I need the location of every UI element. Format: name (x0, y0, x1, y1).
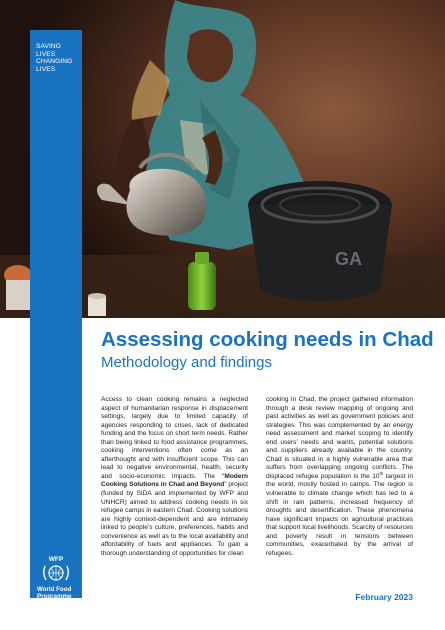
slogan (36, 43, 82, 73)
slogan-line: CHANGING (36, 58, 73, 66)
brand-sidebar (30, 30, 82, 598)
body-column-left (101, 396, 248, 558)
svg-text:GA: GA (335, 249, 362, 269)
project-name: Modern Cooking Solutions in Chad and Beyond (101, 472, 248, 489)
wfp-logo (33, 554, 81, 600)
slogan-line: LIVES (36, 50, 56, 58)
body-text: cooking in Chad, the project gathered information through a desk review mapping of ongoing and past activities as well as government policies and strategies. This was complemented by an energy need assessment and market scoping to identify end users’ needs and wants, potential solutions and suppliers already available in the country. Chad is situated in a highly vulnerable area that suffers from overlapping ongoing conflicts. The displaced refugee population is the 10 (266, 396, 413, 480)
body-text: largest in the world, mostly hosted in camps. The region is vulnerable to climate change which has led to a shift in rain patterns, increased frequency of droughts and desertification. These phenomena have significant impacts on agricultural practices that support local livelihoods. Scarcity of resources and poverty result in tensions between communities, exacerbated by the arrival of refugees. (266, 472, 414, 557)
body-text: ” project (funded by SIDA and implemented by WFP and UNHCR) aimed to address cooking needs in six refugee camps in eastern Chad. Cooking solutions are highly context-dependent and are intimately linked to people’s culture, preferences, habits and convenience as well as to the local availability and affordability of fuels and appliances. To gain a thorough understanding of opportunities for clean (101, 481, 248, 557)
logo-name-line: World Food (37, 586, 72, 593)
body-text: Access to clean cooking remains a neglected aspect of humanitarian response in displacement settings, largely due to limited capacity of agencies responding to crises, lack of dedicated funding and the focus on short term needs. Rather than being linked to food assistance programmes, cooking interventions often come as an afterthought and with insufficient scope. This can lead to negative environmental, health, security and socio-economic impacts. The “ (101, 396, 248, 480)
page-subtitle: Methodology and findings (101, 354, 272, 371)
body-column-right (266, 396, 413, 558)
body-paragraph (101, 396, 248, 558)
slogan-line: LIVES (36, 65, 56, 73)
logo-name-line: Programme (37, 593, 72, 600)
publication-date: February 2023 (355, 592, 413, 602)
ordinal-suffix: th (379, 470, 384, 476)
wfp-emblem-icon (37, 554, 75, 584)
page-title: Assessing cooking needs in Chad (101, 328, 434, 351)
logo-abbr: WFP (48, 556, 64, 563)
logo-name (33, 586, 81, 600)
slogan-line: SAVING (36, 43, 62, 50)
body-paragraph (266, 396, 413, 558)
